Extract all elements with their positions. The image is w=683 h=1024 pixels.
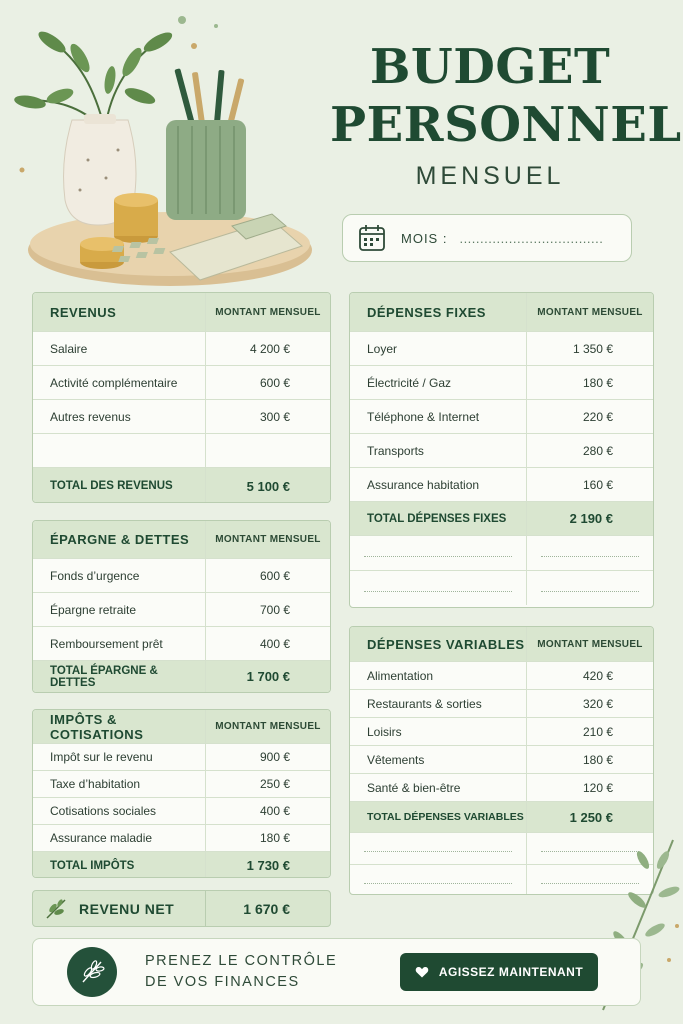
cta-label: AGISSEZ MAINTENANT xyxy=(438,965,584,979)
row-value[interactable]: 120 € xyxy=(582,780,613,795)
table-row[interactable] xyxy=(33,797,330,824)
row-label: Loyer xyxy=(350,332,527,365)
table-title: DÉPENSES VARIABLES xyxy=(350,627,527,661)
empty-label[interactable] xyxy=(33,434,206,467)
empty-label[interactable] xyxy=(350,571,527,605)
revenu-net-value: 1 670 € xyxy=(243,900,290,917)
table-header xyxy=(33,521,330,558)
slogan xyxy=(145,951,337,993)
page-subtitle: MENSUEL xyxy=(415,162,565,190)
total-label: TOTAL DÉPENSES VARIABLES xyxy=(350,802,527,832)
page-title-line-2: PERSONNEL xyxy=(330,97,682,153)
month-field[interactable] xyxy=(342,214,632,262)
total-value: 5 100 € xyxy=(246,478,290,494)
row-value[interactable]: 4 200 € xyxy=(249,341,290,356)
total-row xyxy=(350,501,653,535)
desk-illustration xyxy=(10,10,330,290)
total-label: TOTAL DÉPENSES FIXES xyxy=(350,502,527,535)
row-label: Électricité / Gaz xyxy=(350,366,527,399)
row-value[interactable]: 320 € xyxy=(582,696,613,711)
revenu-net-label-cell xyxy=(33,891,206,926)
empty-label[interactable] xyxy=(350,833,527,864)
table-row[interactable] xyxy=(350,773,653,801)
column-header: MONTANT MENSUEL xyxy=(215,534,321,545)
row-label: Salaire xyxy=(33,332,206,365)
row-value[interactable]: 600 € xyxy=(259,375,290,390)
column-header: MONTANT MENSUEL xyxy=(215,306,321,318)
table-title: ÉPARGNE & DETTES xyxy=(33,521,206,558)
empty-value[interactable] xyxy=(206,434,330,467)
row-value[interactable]: 280 € xyxy=(582,443,613,458)
impots-table xyxy=(32,709,331,878)
table-header xyxy=(33,710,330,743)
table-title: DÉPENSES FIXES xyxy=(350,293,527,331)
empty-value[interactable] xyxy=(527,571,653,605)
table-row[interactable] xyxy=(350,433,653,467)
column-header: MONTANT MENSUEL xyxy=(537,638,643,650)
row-label: Cotisations sociales xyxy=(33,798,206,824)
epargne-table xyxy=(32,520,331,693)
table-header xyxy=(350,627,653,661)
row-value[interactable]: 420 € xyxy=(582,668,613,683)
calendar-icon xyxy=(357,223,387,253)
row-label: Autres revenus xyxy=(33,400,206,433)
row-label: Loisirs xyxy=(350,718,527,745)
row-value[interactable]: 180 € xyxy=(582,752,613,767)
row-label: Impôt sur le revenu xyxy=(33,744,206,770)
footer-banner xyxy=(32,938,641,1006)
row-value[interactable]: 400 € xyxy=(259,804,290,818)
row-value[interactable]: 1 350 € xyxy=(572,341,613,356)
column-header: MONTANT MENSUEL xyxy=(537,306,643,318)
row-value[interactable]: 220 € xyxy=(582,409,613,424)
total-row xyxy=(33,467,330,503)
row-value[interactable]: 180 € xyxy=(582,375,613,390)
empty-row[interactable] xyxy=(350,535,653,570)
row-value[interactable]: 210 € xyxy=(582,724,613,739)
empty-label[interactable] xyxy=(350,536,527,570)
row-label: Transports xyxy=(350,434,527,467)
pen-holder-icon xyxy=(166,68,246,220)
row-value[interactable]: 300 € xyxy=(259,409,290,424)
month-label: MOIS : xyxy=(401,230,448,246)
row-label: Restaurants & sorties xyxy=(350,690,527,717)
total-value: 2 190 € xyxy=(569,511,613,526)
empty-row[interactable] xyxy=(350,570,653,605)
empty-row[interactable] xyxy=(33,433,330,467)
table-title: IMPÔTS & COTISATIONS xyxy=(33,710,206,743)
row-value[interactable]: 160 € xyxy=(582,477,613,492)
revenus-table xyxy=(32,292,331,503)
slogan-line-1: PRENEZ LE CONTRÔLE xyxy=(145,953,338,969)
total-row xyxy=(33,660,330,692)
table-header xyxy=(350,293,653,331)
table-row[interactable] xyxy=(33,365,330,399)
row-label: Vêtements xyxy=(350,746,527,773)
slogan-line-2: DE VOS FINANCES xyxy=(145,974,300,990)
row-value[interactable]: 180 € xyxy=(259,831,290,845)
row-value[interactable]: 400 € xyxy=(259,636,290,651)
row-label: Remboursement prêt xyxy=(33,627,206,660)
fixes-table xyxy=(349,292,654,608)
total-row xyxy=(33,851,330,878)
row-label: Fonds d’urgence xyxy=(33,559,206,592)
table-row[interactable] xyxy=(350,717,653,745)
total-label: TOTAL IMPÔTS xyxy=(33,852,206,878)
cta-button[interactable] xyxy=(400,953,598,991)
row-label: Alimentation xyxy=(350,662,527,689)
row-label: Assurance maladie xyxy=(33,825,206,851)
table-row[interactable] xyxy=(33,592,330,626)
row-label: Santé & bien-être xyxy=(350,774,527,801)
column-header: MONTANT MENSUEL xyxy=(215,721,321,732)
row-label: Épargne retraite xyxy=(33,593,206,626)
row-label: Assurance habitation xyxy=(350,468,527,501)
row-value[interactable]: 600 € xyxy=(259,568,290,583)
row-label: Téléphone & Internet xyxy=(350,400,527,433)
row-value[interactable]: 250 € xyxy=(259,777,290,791)
row-value[interactable]: 900 € xyxy=(259,750,290,764)
total-value: 1 250 € xyxy=(569,809,613,825)
table-row[interactable] xyxy=(33,626,330,660)
empty-value[interactable] xyxy=(527,536,653,570)
table-row[interactable] xyxy=(350,365,653,399)
table-row[interactable] xyxy=(33,770,330,797)
table-title: REVENUS xyxy=(33,293,206,331)
page-title-line-1: BUDGET xyxy=(369,39,611,95)
total-value: 1 700 € xyxy=(246,669,290,684)
table-row[interactable] xyxy=(350,467,653,501)
title-block xyxy=(330,38,682,191)
table-row[interactable] xyxy=(350,399,653,433)
table-row[interactable] xyxy=(33,558,330,592)
revenu-net-label: REVENU NET xyxy=(79,900,175,917)
total-label: TOTAL DES REVENUS xyxy=(33,468,206,503)
table-row[interactable] xyxy=(33,743,330,770)
empty-label[interactable] xyxy=(350,865,527,895)
total-label: TOTAL ÉPARGNE & DETTES xyxy=(33,661,206,692)
leaf-branch-icon xyxy=(77,957,107,987)
revenu-net-row xyxy=(32,890,331,927)
table-row[interactable] xyxy=(350,331,653,365)
month-input[interactable]: ................................... xyxy=(459,230,604,246)
table-row[interactable] xyxy=(350,689,653,717)
table-header xyxy=(33,293,330,331)
table-row[interactable] xyxy=(350,745,653,773)
heart-icon xyxy=(415,965,429,979)
table-row[interactable] xyxy=(33,399,330,433)
row-label: Taxe d’habitation xyxy=(33,771,206,797)
total-row xyxy=(350,801,653,832)
row-label: Activité complémentaire xyxy=(33,366,206,399)
row-value[interactable]: 700 € xyxy=(259,602,290,617)
table-row[interactable] xyxy=(33,824,330,851)
table-row[interactable] xyxy=(33,331,330,365)
leaf-branch-badge xyxy=(67,947,117,997)
total-value: 1 730 € xyxy=(246,858,290,873)
leaf-icon xyxy=(43,896,69,922)
table-row[interactable] xyxy=(350,661,653,689)
